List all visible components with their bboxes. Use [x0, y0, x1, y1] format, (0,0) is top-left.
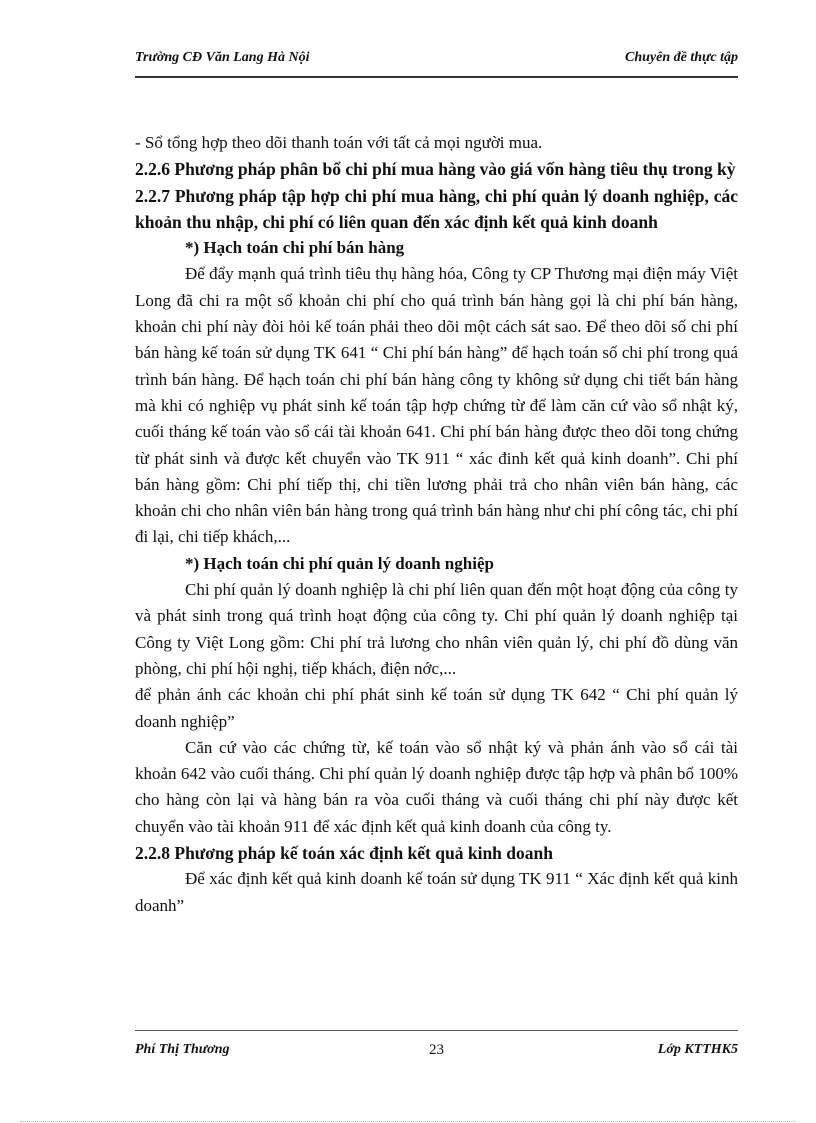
- page-body: [135, 130, 738, 919]
- subheading-selling-expenses: *) Hạch toán chi phí bán hàng: [185, 238, 405, 258]
- paragraph-business-result: Để xác định kết quả kinh doanh kế toán sử dụng TK 911 “ Xác định kết quả kinh doanh”: [135, 869, 738, 915]
- paragraph-admin-expenses-3: Căn cứ vào các chứng từ, kế toán vào sổ nhật ký và phản ánh vào sổ cái tài khoản 642 vào cuối tháng. Chi phí quản lý doanh nghiệp được tập hợp và phân bổ 100% cho hàng còn lại và hàng bán ra vòa cuối tháng và cuối tháng chi phí này được kết chuyển vào tài khoản 911 để xác định kết quả kinh doanh của công ty.: [135, 737, 738, 836]
- section-heading-2-2-8: 2.2.8 Phương pháp kế toán xác định kết quả kinh doanh: [135, 843, 553, 864]
- page-bottom-divider: [20, 1121, 796, 1122]
- intro-line: - Sổ tổng hợp theo dõi thanh toán với tất cả mọi người mua.: [135, 133, 543, 152]
- header-school-name: Trường CĐ Văn Lang Hà Nội: [135, 50, 310, 65]
- paragraph-admin-expenses-1: Chi phí quản lý doanh nghiệp là chi phí liên quan đến một hoạt động của công ty và phát sinh trong quá trình hoạt động của công ty. Chi phí quản lý doanh nghiệp tại Công ty Việt Long gồm: Chi phí trả lương cho nhân viên quản lý, chi phí đồ dùng văn phòng, chi phí hội nghị, tiếp khách, điện nớc,...: [135, 580, 738, 678]
- subheading-admin-expenses: *) Hạch toán chi phí quản lý doanh nghiệp: [185, 553, 494, 573]
- paragraph-admin-expenses-2: để phản ánh các khoản chi phí phát sinh kế toán sử dụng TK 642 “ Chi phí quản lý doanh nghiệp”: [135, 685, 738, 731]
- header-rule: [135, 76, 738, 78]
- section-heading-2-2-7: 2.2.7 Phương pháp tập hợp chi phí mua hàng, chi phí quản lý doanh nghiệp, các khoản thu nhập, chi phí có liên quan đến xác định kết quả kinh doanh: [135, 185, 738, 232]
- paragraph-selling-expenses: Để đẩy mạnh quá trình tiêu thụ hàng hóa, Công ty CP Thương mại điện máy Việt Long đã chi ra một số khoản chi phí cho quá trình bán hàng gọi là chi phí bán hàng, khoản chi phí này đòi hỏi kế toán phải theo dõi một cách sát sao. Để theo dõi số chi phí bán hàng kế toán sử dụng TK 641 “ Chi phí bán hàng” để hạch toán số chi phí trong quá trình bán hàng. Để hạch toán chi phí bán hàng công ty không sử dụng chi tiết bán hàng mà khi có nghiệp vụ phát sinh kế toán tập hợp chứng từ để làm căn cứ vào sổ nhật ký, cuối tháng kế toán vào sổ cái tài khoản 641. Chi phí bán hàng được theo dõi tong chứng từ phát sinh và được kết chuyển vào TK 911 “ xác đinh kết quả kinh doanh”. Chi phí bán hàng gồm: Chi phí tiếp thị, chi tiền lương phải trả cho nhân viên bán hàng, các khoản chi cho nhân viên bán hàng trong quá trình bán hàng như chi phí công tác, chi phí đi lại, chi tiếp khách,...: [135, 264, 738, 547]
- footer-class: Lớp KTTHK5: [657, 1042, 738, 1057]
- header-report-title: Chuyên đề thực tập: [624, 50, 738, 65]
- footer-rule: [135, 1030, 738, 1031]
- footer-author: Phí Thị Thương: [135, 1042, 230, 1057]
- page-header: [135, 50, 738, 72]
- page-footer: [135, 1042, 738, 1064]
- page-number: 23: [429, 1042, 444, 1058]
- section-heading-2-2-6: 2.2.6 Phương pháp phân bổ chi phí mua hàng vào giá vốn hàng tiêu thụ trong kỳ: [135, 159, 736, 180]
